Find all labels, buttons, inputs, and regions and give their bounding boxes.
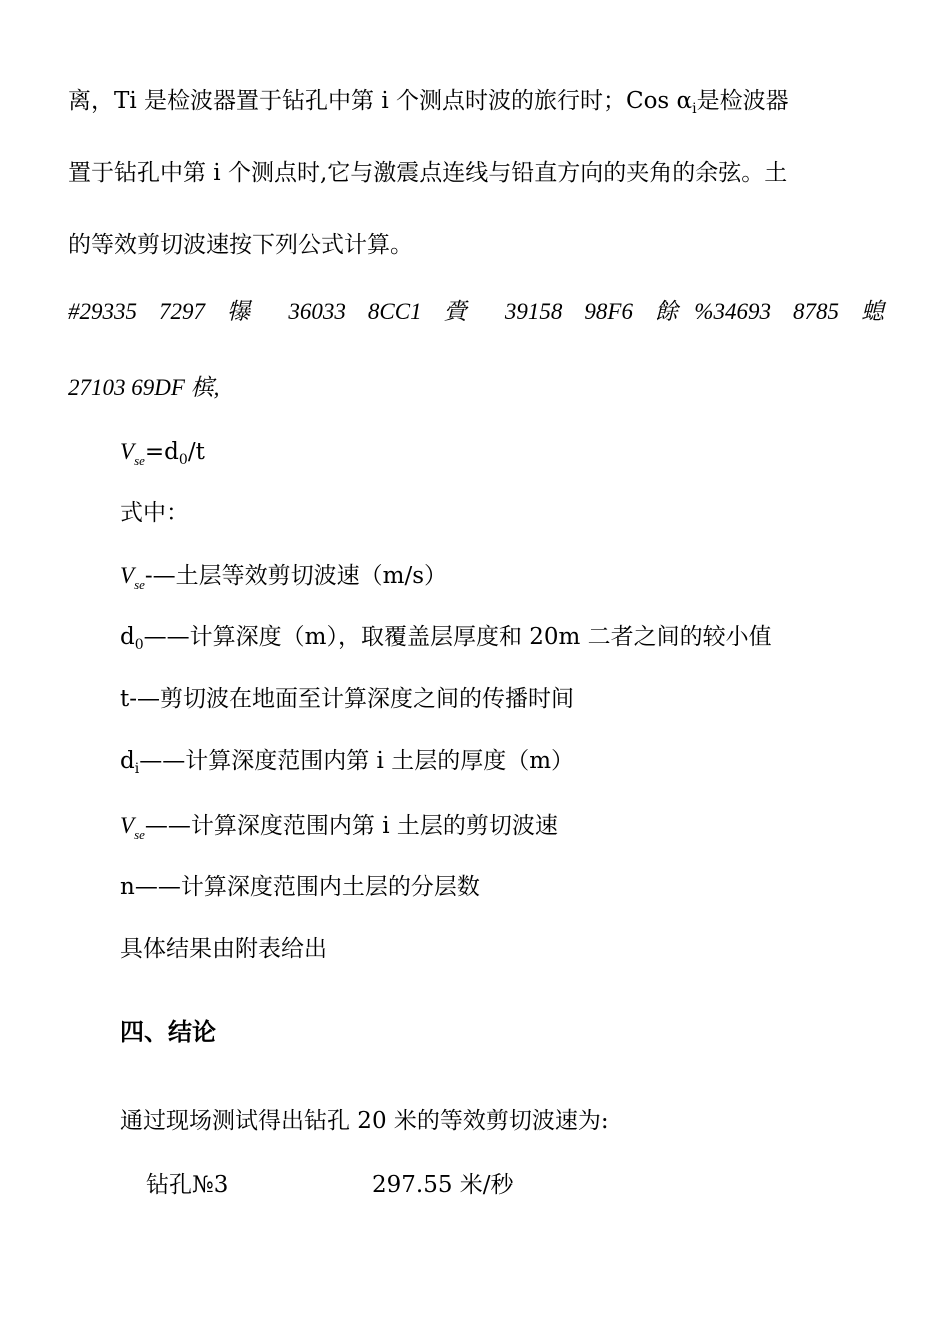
where-label: 式中：	[120, 500, 189, 526]
conclusion-intro: 通过现场测试得出钻孔 20 米的等效剪切波速为:	[120, 1108, 609, 1134]
di-subscript: i	[134, 761, 140, 777]
formula-v-subscript: se	[134, 453, 145, 468]
borehole-row-value: 297.55 米/秒	[372, 1172, 514, 1198]
definition-vse	[120, 564, 447, 591]
vsi-symbol: V	[120, 813, 135, 838]
di-symbol: d	[120, 748, 135, 774]
formula-equals-d: =d	[144, 439, 179, 465]
paragraph-line-1-text-a: 离，Ti 是检波器置于钻孔中第 i 个测点时波的旅行时；Cos α	[68, 88, 693, 114]
vse-symbol: V	[120, 563, 135, 588]
borehole-row-label: 钻孔№3	[146, 1172, 229, 1198]
vsi-description: ——计算深度范围内第 i 土层的剪切波速	[144, 813, 558, 839]
alpha-subscript: i	[692, 101, 697, 117]
formula-v-symbol: V	[120, 439, 135, 464]
vse-subscript: se	[134, 577, 145, 592]
vse-description: -—土层等效剪切波速（m/s）	[144, 563, 448, 589]
di-description: ——计算深度范围内第 i 土层的厚度（m）	[139, 748, 575, 774]
garbled-formula-line-1: #29335 7297 犦 36033 8CC1 賫 39158 98F6 餘%34693 8785 螅	[68, 299, 884, 324]
paragraph-line-3: 的等效剪切波速按下列公式计算。	[68, 232, 413, 258]
d0-subscript: 0	[134, 637, 144, 653]
definition-t: t-—剪切波在地面至计算深度之间的传播时间	[120, 686, 575, 712]
paragraph-line-1	[68, 90, 884, 116]
paragraph-line-2: 置于钻孔中第 i 个测点时,它与激震点连线与铅直方向的夹角的余弦。土	[68, 160, 788, 186]
formula-vse	[120, 440, 205, 467]
definition-di	[120, 750, 574, 776]
d0-description: ——计算深度（m），取覆盖层厚度和 20m 二者之间的较小值	[143, 624, 772, 650]
formula-over-t: /t	[187, 439, 205, 465]
definition-n: n——计算深度范围内土层的分层数	[120, 874, 480, 900]
definition-d0	[120, 626, 772, 652]
section-heading-conclusion: 四、结论	[120, 1018, 216, 1046]
definition-vsi	[120, 814, 558, 841]
formula-d-subscript: 0	[178, 452, 188, 468]
paragraph-line-1-text-b: 是检波器	[696, 88, 789, 114]
d0-symbol: d	[120, 624, 135, 650]
garbled-formula-line-2: 27103 69DF 槟,	[68, 375, 220, 400]
vsi-subscript: se	[134, 827, 145, 842]
result-note: 具体结果由附表给出	[120, 936, 327, 962]
